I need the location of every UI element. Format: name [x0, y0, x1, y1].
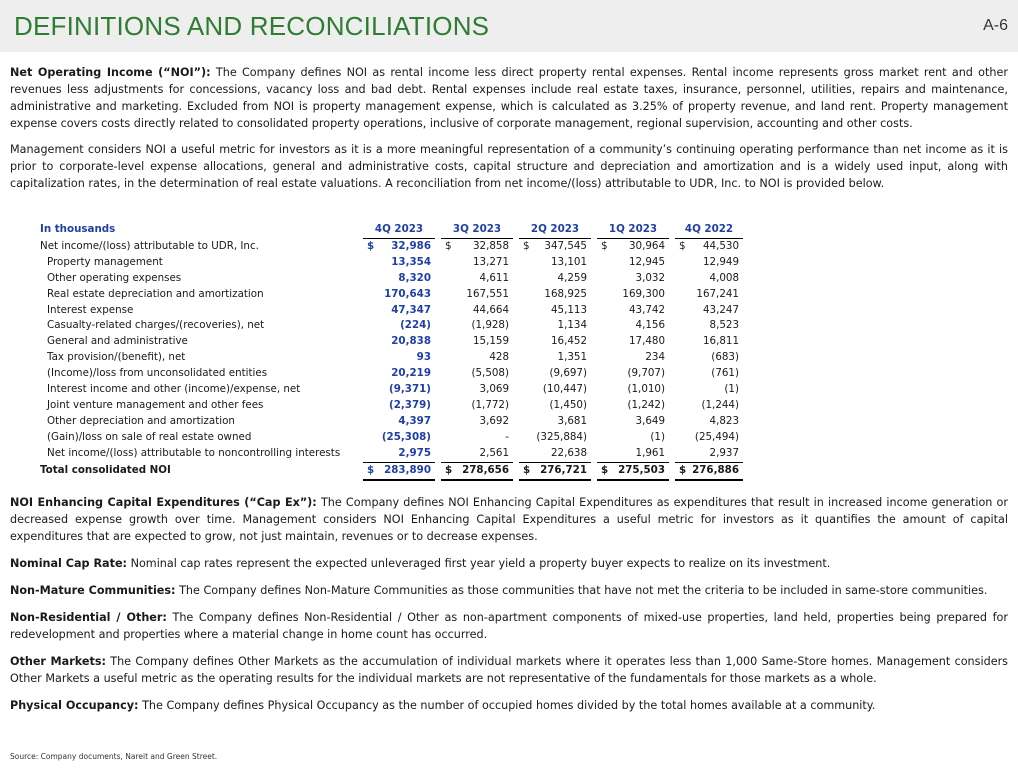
- row-label: Other operating expenses: [47, 271, 182, 284]
- table-row: [36, 382, 743, 398]
- value-cell: 4,259: [557, 271, 587, 284]
- value-cell: 8,320: [398, 271, 431, 284]
- table-row: [36, 446, 743, 462]
- value-cell: 2,937: [709, 446, 739, 459]
- value-cell: 13,101: [550, 255, 587, 268]
- col-header: 1Q 2023: [597, 222, 669, 238]
- currency-symbol: $: [679, 239, 686, 252]
- row-label: Interest expense: [47, 303, 134, 316]
- noi-term: Net Operating Income (“NOI”):: [10, 66, 211, 79]
- value-cell: (1): [724, 383, 739, 396]
- value-cell: (5,508): [471, 367, 509, 380]
- value-cell: 283,890: [379, 462, 435, 479]
- definition-item: [10, 582, 1008, 599]
- table-row: [36, 255, 743, 271]
- noi-body: The Company defines NOI as rental income less direct property rental expenses. Rental income represents gross market rent and other revenues less adjustments for concessions, vacancy loss and bad debt. Rental expenses include real estate taxes, insurance, personnel, utilities, repairs and maintenance, administrative and marketing. Excluded from NOI is property management expense, which is calculated as 3.25% of property revenue, and land rent. Property management expense covers costs directly related to consolidated property operations, inclusive of corporate management, regional supervision, accounting and other costs.: [10, 66, 1008, 130]
- value-cell: 234: [645, 351, 665, 364]
- value-cell: 16,811: [702, 335, 739, 348]
- value-cell: 167,551: [466, 287, 509, 300]
- value-cell: 20,219: [391, 367, 431, 380]
- value-cell: 2,975: [398, 446, 431, 459]
- currency-symbol: [363, 398, 379, 414]
- definitions-section: [10, 494, 1008, 714]
- header-bar: [0, 0, 1018, 52]
- source-note: Source: Company documents, Nareit and Green Street.: [10, 752, 218, 761]
- table-row: [36, 334, 743, 350]
- col-header: 4Q 2022: [675, 222, 743, 238]
- value-cell: (224): [400, 319, 431, 332]
- definition-term: Non-Residential / Other:: [10, 611, 167, 624]
- currency-symbol: [597, 334, 613, 350]
- row-label: Joint venture management and other fees: [47, 398, 264, 411]
- currency-symbol: [675, 398, 691, 414]
- value-cell: 168,925: [544, 287, 587, 300]
- value-cell: 32,858: [472, 239, 509, 252]
- value-cell: (10,447): [542, 383, 587, 396]
- value-cell: -: [505, 430, 509, 443]
- currency-symbol: [519, 398, 535, 414]
- definition-body: The Company defines Other Markets as the accumulation of individual markets where it operates less than 1,000 Same-Store homes. Management considers Other Markets a useful metric as the operating results for the individual markets are not representative of the fundamentals for those markets as a whole.: [10, 655, 1008, 685]
- currency-symbol: [597, 303, 613, 319]
- noi-section: [10, 64, 1008, 192]
- col-header: 2Q 2023: [519, 222, 591, 238]
- value-cell: 428: [489, 351, 509, 364]
- value-cell: 167,241: [696, 287, 739, 300]
- value-cell: 1,961: [635, 446, 665, 459]
- noi-definition: [10, 64, 1008, 132]
- currency-symbol: [519, 318, 535, 334]
- currency-symbol: [519, 414, 535, 430]
- currency-symbol: [597, 350, 613, 366]
- table-row: [36, 318, 743, 334]
- value-cell: 43,247: [702, 303, 739, 316]
- page-title: DEFINITIONS AND RECONCILIATIONS: [14, 11, 490, 41]
- page-number: A-6: [983, 17, 1008, 34]
- value-cell: (9,371): [389, 383, 431, 396]
- value-cell: 16,452: [550, 335, 587, 348]
- table-row: [36, 398, 743, 414]
- value-cell: 4,611: [479, 271, 509, 284]
- value-cell: (1,242): [627, 398, 665, 411]
- table-row: [36, 350, 743, 366]
- currency-symbol: [441, 350, 457, 366]
- currency-symbol: [675, 334, 691, 350]
- currency-symbol: [363, 350, 379, 366]
- currency-symbol: [441, 255, 457, 271]
- currency-symbol: [675, 255, 691, 271]
- currency-symbol: [597, 398, 613, 414]
- currency-symbol: [363, 318, 379, 334]
- currency-symbol: [675, 430, 691, 446]
- currency-symbol: [363, 382, 379, 398]
- value-cell: (683): [711, 351, 739, 364]
- row-label: (Income)/loss from unconsolidated entities: [47, 367, 268, 380]
- currency-symbol: [675, 287, 691, 303]
- currency-symbol: [441, 366, 457, 382]
- definition-body: The Company defines Non-Mature Communities as those communities that have not met the criteria to be included in same-store communities.: [175, 584, 988, 597]
- currency-symbol: [363, 366, 379, 382]
- value-cell: 3,692: [479, 414, 509, 427]
- row-label: Real estate depreciation and amortization: [47, 287, 264, 300]
- table-row: [36, 414, 743, 430]
- currency-symbol: [441, 271, 457, 287]
- table-row: [36, 366, 743, 382]
- total-row: [36, 462, 743, 479]
- value-cell: 3,649: [635, 414, 665, 427]
- value-cell: 1,351: [557, 351, 587, 364]
- currency-symbol: [519, 382, 535, 398]
- value-cell: 22,638: [550, 446, 587, 459]
- currency-symbol: [519, 287, 535, 303]
- value-cell: 4,008: [709, 271, 739, 284]
- row-label: Property management: [47, 255, 163, 268]
- row-label: General and administrative: [47, 335, 188, 348]
- definition-body: The Company defines Non-Residential / Other as non-apartment components of mixed-use properties, land held, properties being prepared for redevelopment and properties where a material change in home count has occurred.: [10, 611, 1008, 641]
- currency-symbol: [519, 446, 535, 462]
- value-cell: (1,244): [701, 398, 739, 411]
- definition-term: Other Markets:: [10, 655, 106, 668]
- currency-symbol: [519, 350, 535, 366]
- value-cell: 170,643: [384, 287, 431, 300]
- currency-symbol: [441, 414, 457, 430]
- definition-body: The Company defines NOI Enhancing Capital Expenditures as expenditures that result in increased income generation or decreased expense growth over time. Management considers NOI Enhancing Capital Expenditures a useful metric for investors as it quantifies the amount of capital expenditures that are expected to grow, not just maintain, revenues or to decrease expenses.: [10, 496, 1009, 543]
- value-cell: 3,681: [557, 414, 587, 427]
- currency-symbol: [597, 271, 613, 287]
- currency-symbol: [441, 303, 457, 319]
- currency-symbol: $: [519, 462, 535, 479]
- currency-symbol: [441, 334, 457, 350]
- value-cell: (1,772): [471, 398, 509, 411]
- currency-symbol: [441, 318, 457, 334]
- value-cell: 276,886: [691, 462, 743, 479]
- currency-symbol: [441, 430, 457, 446]
- value-cell: 3,069: [479, 383, 509, 396]
- row-label: Net income/(loss) attributable to noncontrolling interests: [47, 446, 341, 459]
- value-cell: 13,271: [472, 255, 509, 268]
- currency-symbol: [441, 287, 457, 303]
- value-cell: 17,480: [628, 335, 665, 348]
- currency-symbol: [363, 446, 379, 462]
- noi-reconciliation-table: [36, 222, 743, 481]
- value-cell: 44,530: [702, 239, 739, 252]
- currency-symbol: [597, 446, 613, 462]
- currency-symbol: [363, 334, 379, 350]
- row-label: Casualty-related charges/(recoveries), net: [47, 319, 265, 332]
- value-cell: 13,354: [391, 255, 431, 268]
- value-cell: 4,823: [709, 414, 739, 427]
- value-cell: 4,156: [635, 319, 665, 332]
- noi-usefulness: Management considers NOI a useful metric for investors as it is a more meaningful representation of a community’s continuing operating performance than net income as it is prior to corporate-level expense allocations, general and administrative costs, capital structure and depreciation and amortization and is a widely used input, along with capitalization rates, in the determination of real estate valuations. A reconciliation from net income/(loss) attributable to UDR, Inc. to NOI is provided below.: [10, 143, 1008, 190]
- value-cell: 2,561: [479, 446, 509, 459]
- currency-symbol: [363, 255, 379, 271]
- currency-symbol: [675, 414, 691, 430]
- value-cell: 3,032: [635, 271, 665, 284]
- value-cell: 45,113: [550, 303, 587, 316]
- currency-symbol: $: [523, 239, 530, 252]
- currency-symbol: $: [367, 239, 375, 252]
- row-label: Interest income and other (income)/expense, net: [47, 383, 301, 396]
- value-cell: (25,494): [694, 430, 739, 443]
- definition-term: Physical Occupancy:: [10, 699, 139, 712]
- value-cell: 32,986: [391, 239, 431, 252]
- currency-symbol: [519, 366, 535, 382]
- value-cell: (9,707): [627, 367, 665, 380]
- value-cell: (1,928): [471, 319, 509, 332]
- currency-symbol: [597, 382, 613, 398]
- row-label: (Gain)/loss on sale of real estate owned: [47, 430, 252, 443]
- table-row: [36, 238, 743, 254]
- currency-symbol: [519, 430, 535, 446]
- value-cell: 276,721: [535, 462, 591, 479]
- value-cell: (325,884): [536, 430, 587, 443]
- definition-item: [10, 494, 1008, 545]
- value-cell: 44,664: [472, 303, 509, 316]
- currency-symbol: $: [441, 462, 457, 479]
- row-label: Total consolidated NOI: [40, 463, 171, 476]
- currency-symbol: [519, 303, 535, 319]
- definition-item: [10, 555, 1008, 572]
- value-cell: 169,300: [622, 287, 665, 300]
- table-row: [36, 430, 743, 446]
- definition-term: Non-Mature Communities:: [10, 584, 176, 597]
- currency-symbol: [441, 446, 457, 462]
- table-row: [36, 287, 743, 303]
- col-header: 4Q 2023: [363, 222, 435, 238]
- value-cell: 275,503: [613, 462, 669, 479]
- currency-symbol: [441, 382, 457, 398]
- row-label: Other depreciation and amortization: [47, 414, 235, 427]
- currency-symbol: [363, 430, 379, 446]
- currency-symbol: [519, 271, 535, 287]
- currency-symbol: [597, 430, 613, 446]
- definition-body: The Company defines Physical Occupancy as the number of occupied homes divided by the total homes available at a community.: [138, 699, 876, 712]
- value-cell: (1,450): [549, 398, 587, 411]
- table-row: [36, 303, 743, 319]
- value-cell: (2,379): [389, 398, 431, 411]
- currency-symbol: $: [675, 462, 691, 479]
- currency-symbol: [597, 414, 613, 430]
- currency-symbol: [675, 366, 691, 382]
- currency-symbol: [597, 366, 613, 382]
- currency-symbol: [675, 350, 691, 366]
- definition-body: Nominal cap rates represent the expected unleveraged first year yield a property buyer expects to realize on its investment.: [127, 557, 831, 570]
- value-cell: 1,134: [557, 319, 587, 332]
- value-cell: 43,742: [628, 303, 665, 316]
- definition-item: [10, 609, 1008, 643]
- value-cell: 347,545: [544, 239, 587, 252]
- currency-symbol: [363, 414, 379, 430]
- definition-term: Nominal Cap Rate:: [10, 557, 128, 570]
- row-label: Net income/(loss) attributable to UDR, Inc.: [40, 239, 259, 252]
- table-row: [36, 271, 743, 287]
- currency-symbol: [675, 318, 691, 334]
- value-cell: (25,308): [381, 430, 431, 443]
- value-cell: 30,964: [628, 239, 665, 252]
- value-cell: 8,523: [709, 319, 739, 332]
- row-label: Tax provision/(benefit), net: [47, 351, 186, 364]
- currency-symbol: [363, 271, 379, 287]
- currency-symbol: [519, 255, 535, 271]
- currency-symbol: [675, 303, 691, 319]
- currency-symbol: [363, 303, 379, 319]
- value-cell: 12,945: [628, 255, 665, 268]
- value-cell: (1,010): [627, 383, 665, 396]
- currency-symbol: [675, 382, 691, 398]
- currency-symbol: $: [601, 239, 608, 252]
- currency-symbol: $: [597, 462, 613, 479]
- value-cell: 15,159: [472, 335, 509, 348]
- currency-symbol: $: [363, 462, 379, 479]
- currency-symbol: [363, 287, 379, 303]
- currency-symbol: [597, 255, 613, 271]
- value-cell: 278,656: [457, 462, 513, 479]
- currency-symbol: [597, 318, 613, 334]
- value-cell: 20,838: [391, 335, 431, 348]
- currency-symbol: [441, 398, 457, 414]
- currency-symbol: $: [445, 239, 452, 252]
- definition-item: [10, 697, 1008, 714]
- value-cell: (1): [650, 430, 665, 443]
- definition-term: NOI Enhancing Capital Expenditures (“Cap Ex”):: [10, 496, 317, 509]
- col-header: 3Q 2023: [441, 222, 513, 238]
- value-cell: 4,397: [398, 414, 431, 427]
- currency-symbol: [675, 271, 691, 287]
- currency-symbol: [675, 446, 691, 462]
- currency-symbol: [519, 334, 535, 350]
- definition-item: [10, 653, 1008, 687]
- value-cell: 47,347: [391, 303, 431, 316]
- value-cell: (9,697): [549, 367, 587, 380]
- table-header-row: [36, 222, 743, 238]
- currency-symbol: [597, 287, 613, 303]
- value-cell: 12,949: [702, 255, 739, 268]
- value-cell: 93: [416, 351, 431, 364]
- unit-label: In thousands: [40, 223, 116, 236]
- value-cell: (761): [711, 367, 739, 380]
